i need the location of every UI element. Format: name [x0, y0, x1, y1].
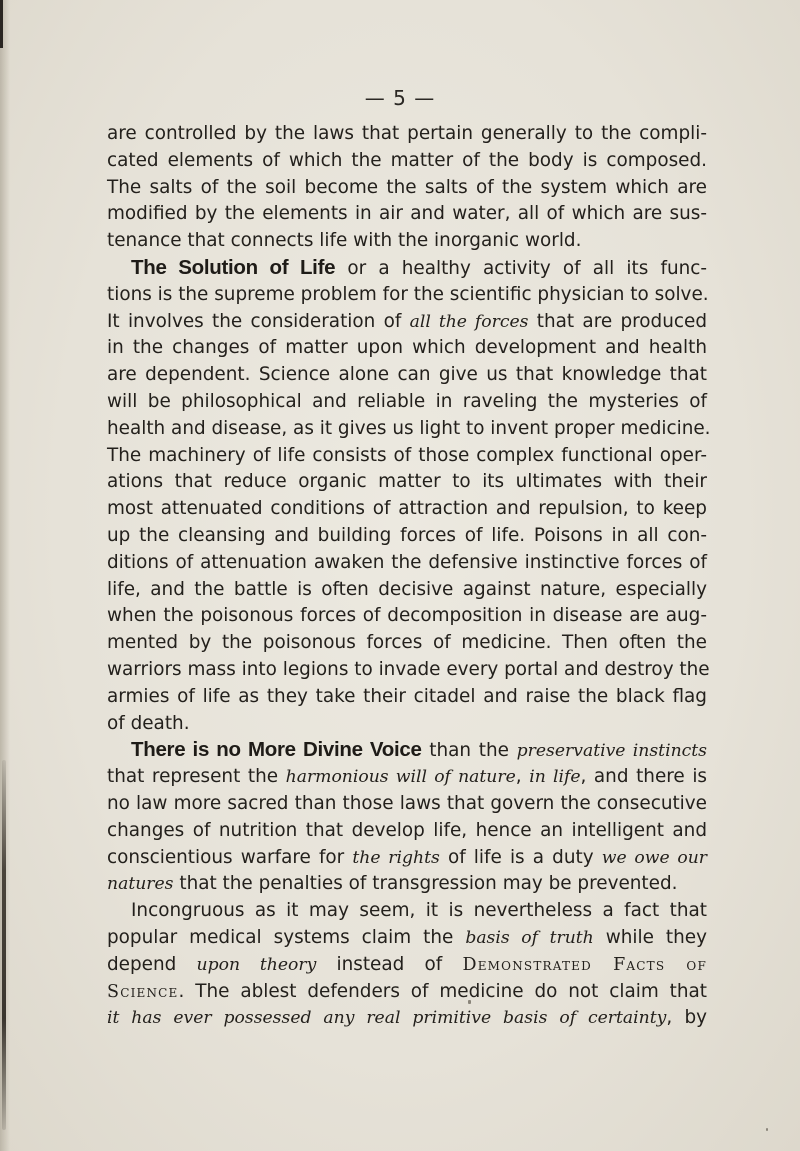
text-run: while they — [593, 926, 707, 948]
text-line — [107, 871, 707, 898]
text-line: cated elements of which the matter of the body is composed. — [107, 149, 707, 171]
emphasis: we owe our — [601, 847, 708, 868]
emphasis: in life — [529, 767, 581, 788]
text-line: changes of nutrition that develop life, hence an intelligent and — [107, 819, 707, 841]
text-run: , by — [666, 1007, 708, 1029]
emphasis: upon theory — [196, 954, 317, 975]
text-line — [107, 952, 707, 979]
body-text — [107, 121, 711, 1032]
text-line — [107, 309, 707, 336]
text-line: are dependent. Science alone can give us that knowledge that — [107, 364, 707, 386]
text-line — [107, 764, 707, 791]
run-in-heading: There is no More Divine Voice — [131, 738, 422, 762]
text-line — [107, 845, 707, 872]
text-line — [107, 979, 707, 1006]
text-line: health and disease, as it gives us light to invent proper medicine. — [107, 417, 711, 439]
paragraph-start-line: Incongruous as it may seem, it is nevertheless a fact that — [131, 900, 707, 922]
text-line — [107, 1005, 707, 1032]
text-line: The salts of the soil become the salts of the system which are — [107, 176, 707, 198]
text-line: up the cleansing and building forces of life. Poisons in all con- — [107, 524, 707, 546]
emphasis: it has ever possessed any real primitive basis of certainty — [107, 1008, 667, 1029]
text-line: when the poisonous forces of decomposition in disease are aug- — [107, 605, 707, 627]
text-line: tions is the supreme problem for the scientific physician to solve. — [107, 283, 709, 305]
text-run: or a healthy activity of all its func- — [335, 257, 708, 279]
text-line: in the changes of matter upon which development and health — [107, 337, 707, 359]
text-run: that represent the — [107, 766, 286, 788]
binding-shadow — [2, 760, 6, 1130]
text-line: ditions of attenuation awaken the defensive instinctive forces of — [107, 551, 707, 573]
text-line: tenance that connects life with the inorganic world. — [107, 230, 582, 252]
paragraph-start-line — [107, 255, 707, 282]
run-in-heading: The Solution of Life — [131, 255, 336, 279]
emphasis: basis of truth — [465, 927, 594, 948]
text-line: most attenuated conditions of attraction and repulsion, to keep — [107, 498, 707, 520]
emphasis: the rights — [352, 847, 440, 868]
text-line: mented by the poisonous forces of medicine. Then often the — [107, 632, 707, 654]
text-run: , — [515, 766, 530, 788]
text-line: of death. — [107, 712, 190, 734]
paper-speck — [766, 1128, 768, 1131]
emphasis: all the forces — [409, 311, 529, 332]
text-line: no law more sacred than those laws that govern the consecutive — [107, 792, 707, 814]
text-run: that are produced — [528, 310, 707, 332]
text-line — [107, 925, 707, 952]
text-run: instead of — [316, 953, 463, 975]
text-run: conscientious warfare for — [107, 846, 353, 868]
text-run: , and there is — [580, 766, 708, 788]
paragraph-start-line — [107, 737, 707, 764]
text-run: that the penalties of transgression may be prevented. — [173, 873, 678, 895]
binding-mark — [0, 0, 3, 48]
text-run: of life is a duty — [439, 846, 602, 868]
text-line: armies of life as they take their citadel and raise the black flag — [107, 685, 707, 707]
text-run: depend — [107, 953, 197, 975]
text-run: than the — [421, 740, 517, 762]
text-line: are controlled by the laws that pertain generally to the compli- — [107, 123, 707, 144]
text-line: will be philosophical and reliable in raveling the mysteries of — [107, 390, 707, 412]
text-line: modified by the elements in air and water, all of which are sus- — [107, 203, 707, 225]
emphasis: preservative instincts — [516, 741, 707, 762]
text-run: . The ablest defenders of medicine do not claim that — [178, 980, 707, 1002]
small-caps-text: Science — [107, 981, 179, 1002]
small-caps-text: Demonstrated Facts of — [462, 954, 707, 975]
text-line: The machinery of life consists of those complex functional oper- — [107, 444, 707, 466]
text-line: life, and the battle is often decisive against nature, especially — [107, 578, 707, 600]
emphasis: harmonious will of nature — [285, 767, 516, 788]
page-number: — 5 — — [364, 86, 436, 110]
text-run: It involves the consideration of — [107, 310, 410, 332]
text-line: ations that reduce organic matter to its ultimates with their — [107, 471, 707, 493]
text-line: warriors mass into legions to invade every portal and destroy the — [107, 658, 710, 680]
emphasis: natures — [107, 874, 174, 895]
text-run: popular medical systems claim the — [107, 926, 466, 948]
